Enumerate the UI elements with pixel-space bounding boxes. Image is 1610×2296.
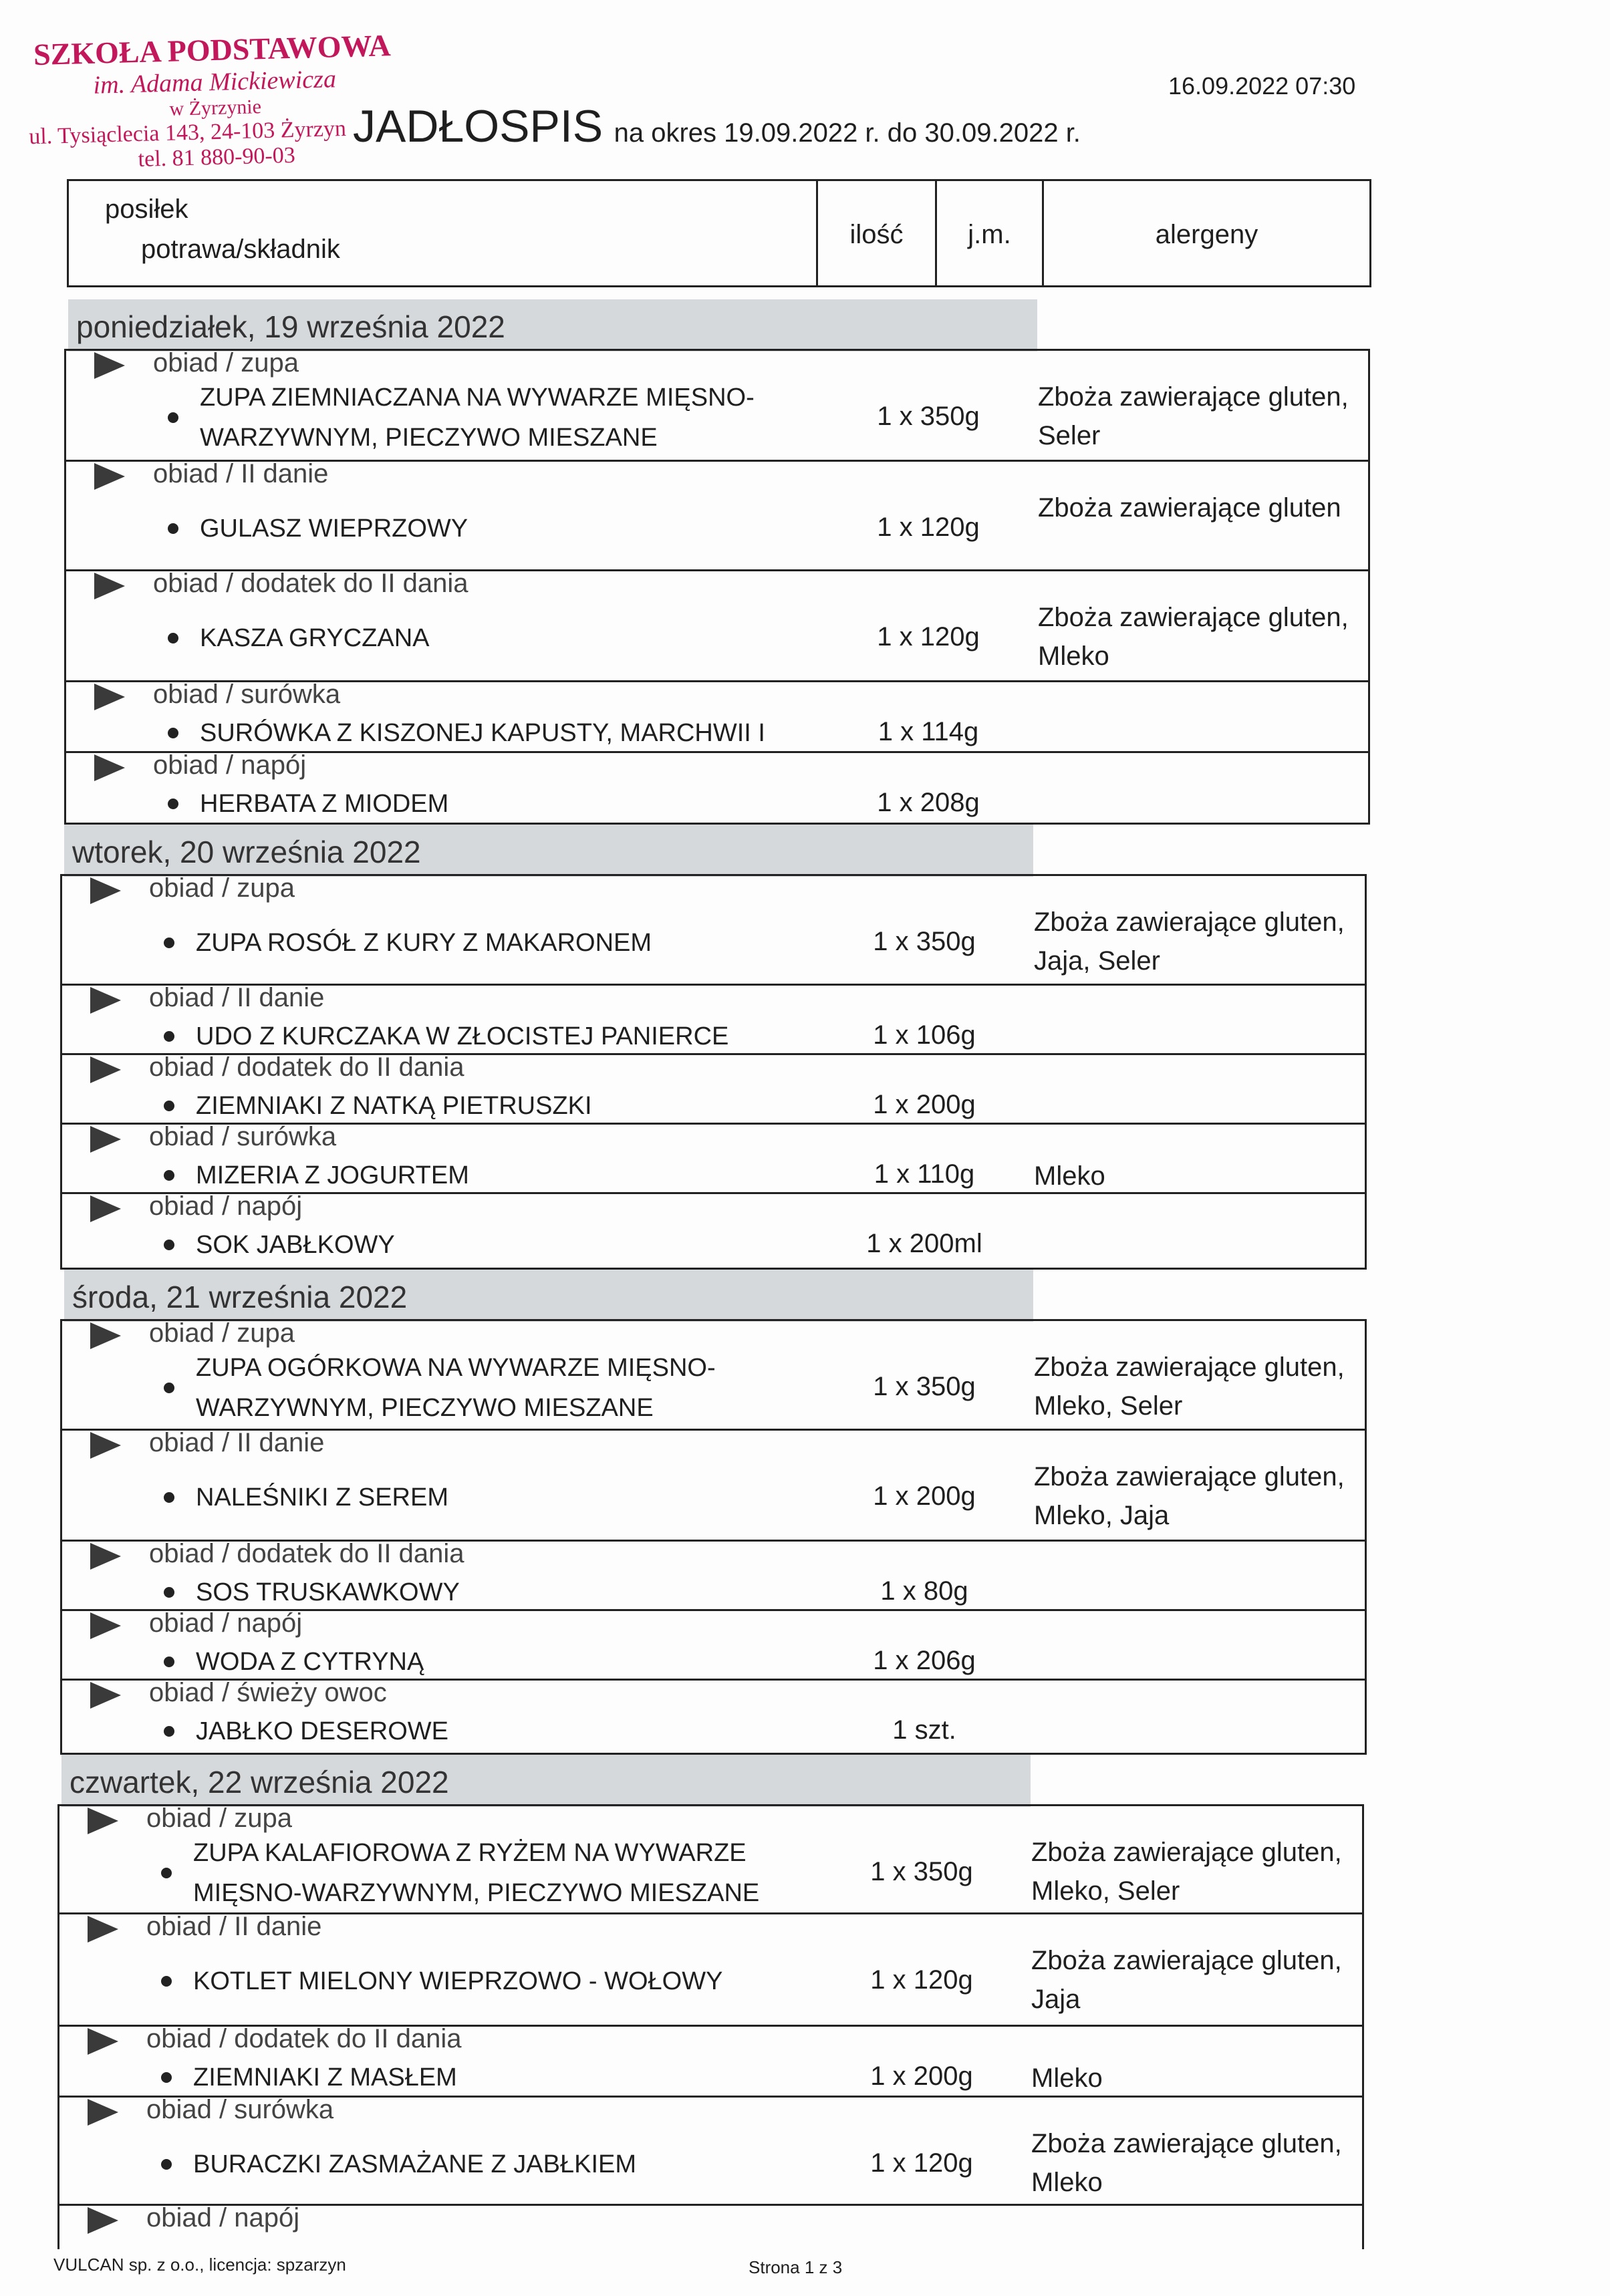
dish-quantity: 1 x 208g (877, 788, 980, 817)
bullet-icon (164, 1587, 174, 1598)
meal-row (66, 571, 1368, 682)
dish-allergens: Zboża zawierające gluten, Seler (1038, 382, 1349, 450)
dish-name: ZUPA ROSÓŁ Z KURY Z MAKARONEM (196, 929, 652, 957)
dish-allergens: Zboża zawierające gluten, Jaja (1031, 1946, 1342, 2014)
bullet-icon (164, 1383, 174, 1393)
day-meals-table (57, 1804, 1364, 2249)
triangle-marker-icon (94, 463, 125, 490)
meal-category: obiad / napój (146, 2203, 300, 2233)
dish-quantity: 1 x 106g (873, 1020, 976, 1050)
dish-quantity: 1 x 350g (870, 1857, 973, 1886)
meal-category: obiad / surówka (146, 2095, 334, 2124)
triangle-marker-icon (94, 352, 125, 379)
meal-row (62, 873, 1365, 986)
triangle-marker-icon (90, 1543, 121, 1570)
triangle-marker-icon (88, 2028, 118, 2055)
day-meals-table (64, 349, 1370, 825)
header-dish-label: potrawa/składnik (141, 235, 340, 264)
meal-row (62, 1608, 1365, 1681)
dish-quantity: 1 x 80g (880, 1576, 968, 1606)
meal-row (59, 1914, 1362, 2027)
dish-allergens: Mleko (1031, 2063, 1103, 2093)
dish-allergens: Mleko (1034, 1161, 1105, 1191)
triangle-marker-icon (90, 1056, 121, 1083)
meal-category: obiad / świeży owoc (149, 1678, 387, 1707)
dish-name: NALEŚNIKI Z SEREM (196, 1483, 448, 1512)
triangle-marker-icon (88, 2099, 118, 2126)
meal-category: obiad / II danie (146, 1912, 322, 1941)
meal-category: obiad / dodatek do II dania (149, 1539, 464, 1568)
footer-page-number: Strona 1 z 3 (749, 2257, 843, 2277)
bullet-icon (164, 1101, 174, 1111)
dish-name: HERBATA Z MIODEM (200, 790, 449, 818)
dish-name: SOK JABŁKOWY (196, 1231, 395, 1259)
triangle-marker-icon (90, 1322, 121, 1349)
meal-row (62, 1539, 1365, 1611)
dish-name: ZUPA OGÓRKOWA NA WYWARZE MIĘSNO-WARZYWNYM, PIECZYWO MIESZANE (196, 1354, 716, 1422)
triangle-marker-icon (94, 754, 125, 781)
dish-name: KOTLET MIELONY WIEPRZOWO - WOŁOWY (193, 1967, 723, 1995)
meal-row (62, 1191, 1365, 1268)
dish-name: JABŁKO DESEROWE (196, 1717, 448, 1745)
day-meals-table (60, 874, 1367, 1270)
bullet-icon (164, 1031, 174, 1042)
meal-category: obiad / dodatek do II dania (146, 2024, 462, 2053)
bullet-icon (161, 1976, 172, 1987)
dish-name: WODA Z CYTRYNĄ (196, 1648, 424, 1676)
triangle-marker-icon (90, 1682, 121, 1709)
dish-quantity: 1 x 120g (870, 2148, 973, 2178)
triangle-marker-icon (90, 1195, 121, 1222)
triangle-marker-icon (90, 877, 121, 904)
bullet-icon (168, 799, 178, 809)
dish-name: BURACZKI ZASMAŻANE Z JABŁKIEM (193, 2150, 636, 2178)
dish-quantity: 1 x 350g (873, 927, 976, 956)
dish-allergens: Zboża zawierające gluten, Mleko, Jaja (1034, 1462, 1345, 1530)
triangle-marker-icon (94, 684, 125, 710)
meal-category: obiad / II danie (153, 459, 329, 488)
stamp-line-5: tel. 81 880-90-03 (138, 142, 296, 172)
stamp-line-2: im. Adama Mickiewicza (93, 65, 337, 100)
meal-row (66, 682, 1368, 753)
footer-license: VULCAN sp. z o.o., licencja: spzarzyn (53, 2255, 346, 2275)
dish-allergens: Zboża zawierające gluten, Mleko (1038, 603, 1349, 671)
meal-category: obiad / napój (149, 1191, 303, 1221)
dish-quantity: 1 x 350g (873, 1372, 976, 1401)
day-header: wtorek, 20 września 2022 (64, 825, 1033, 877)
bullet-icon (164, 1657, 174, 1667)
triangle-marker-icon (88, 1916, 118, 1943)
dish-allergens: Zboża zawierające gluten (1038, 493, 1341, 523)
bullet-icon (164, 1492, 174, 1503)
triangle-marker-icon (88, 1808, 118, 1834)
dish-quantity: 1 x 114g (878, 717, 979, 746)
triangle-marker-icon (90, 987, 121, 1014)
meal-category: obiad / II danie (149, 1428, 325, 1457)
meal-row (62, 1428, 1365, 1542)
meal-category: obiad / zupa (149, 1318, 295, 1348)
meal-row (62, 1318, 1365, 1431)
meal-row (66, 459, 1368, 571)
bullet-icon (164, 1726, 174, 1737)
day-header: czwartek, 22 września 2022 (61, 1755, 1031, 1807)
dish-quantity: 1 szt. (892, 1715, 956, 1745)
meal-category: obiad / zupa (146, 1804, 292, 1833)
dish-name: GULASZ WIEPRZOWY (200, 515, 468, 543)
stamp-line-1: SZKOŁA PODSTAWOWA (33, 28, 392, 72)
meal-row (66, 750, 1368, 823)
day-meals-table (60, 1319, 1367, 1755)
dish-allergens: Zboża zawierające gluten, Mleko, Seler (1031, 1838, 1342, 1906)
dish-quantity: 1 x 120g (870, 1965, 973, 1995)
triangle-marker-icon (90, 1126, 121, 1153)
dish-quantity: 1 x 120g (877, 622, 980, 652)
bullet-icon (164, 1170, 174, 1181)
meal-category: obiad / napój (149, 1608, 303, 1638)
meal-category: obiad / II danie (149, 983, 325, 1012)
dish-allergens: Zboża zawierające gluten, Jaja, Seler (1034, 907, 1345, 976)
triangle-marker-icon (94, 573, 125, 599)
meal-row (62, 983, 1365, 1055)
meal-category: obiad / napój (153, 750, 307, 780)
dish-name: ZIEMNIAKI Z NATKĄ PIETRUSZKI (196, 1092, 592, 1120)
period-text: na okres 19.09.2022 r. do 30.09.2022 r. (614, 118, 1081, 148)
print-timestamp: 16.09.2022 07:30 (1168, 72, 1356, 100)
dish-name: MIZERIA Z JOGURTEM (196, 1161, 469, 1189)
dish-quantity: 1 x 110g (874, 1159, 975, 1189)
triangle-marker-icon (88, 2207, 118, 2234)
bullet-icon (164, 938, 174, 948)
meal-row (66, 348, 1368, 462)
dish-allergens: Zboża zawierające gluten, Mleko, Seler (1034, 1352, 1345, 1421)
meal-category: obiad / zupa (153, 348, 299, 378)
meal-row (62, 1052, 1365, 1125)
meal-row (59, 2203, 1362, 2247)
dish-quantity: 1 x 200g (873, 1481, 976, 1511)
bullet-icon (164, 1240, 174, 1250)
day-header: środa, 21 września 2022 (64, 1270, 1033, 1322)
triangle-marker-icon (90, 1612, 121, 1639)
bullet-icon (161, 1868, 172, 1878)
bullet-icon (161, 2072, 172, 2083)
bullet-icon (168, 728, 178, 738)
dish-name: ZUPA ZIEMNIACZANA NA WYWARZE MIĘSNO-WARZYWNYM, PIECZYWO MIESZANE (200, 384, 755, 452)
dish-name: SOS TRUSKAWKOWY (196, 1578, 460, 1606)
meal-row (62, 1678, 1365, 1753)
meal-row (59, 2095, 1362, 2206)
bullet-icon (161, 2159, 172, 2170)
dish-name: ZUPA KALAFIOROWA Z RYŻEM NA WYWARZE MIĘSNO-WARZYWNYM, PIECZYWO MIESZANE (193, 1839, 760, 1907)
meal-category: obiad / surówka (153, 680, 341, 709)
dish-name: ZIEMNIAKI Z MASŁEM (193, 2063, 457, 2092)
meal-category: obiad / dodatek do II dania (149, 1052, 464, 1082)
title-text: JADŁOSPIS (353, 101, 603, 152)
day-header: poniedziałek, 19 września 2022 (68, 299, 1037, 351)
triangle-marker-icon (90, 1432, 121, 1459)
dish-quantity: 1 x 200g (870, 2061, 973, 2091)
dish-quantity: 1 x 200ml (866, 1229, 982, 1258)
meal-row (62, 1122, 1365, 1194)
dish-name: UDO Z KURCZAKA W ZŁOCISTEJ PANIERCE (196, 1022, 729, 1050)
dish-quantity: 1 x 350g (877, 402, 980, 431)
dish-name: KASZA GRYCZANA (200, 624, 430, 652)
header-qty-label: ilość (818, 181, 937, 285)
dish-quantity: 1 x 200g (873, 1090, 976, 1119)
meal-category: obiad / dodatek do II dania (153, 569, 468, 598)
stamp-line-3: w Żyrzynie (169, 96, 262, 120)
meal-category: obiad / surówka (149, 1122, 337, 1151)
dish-name: SURÓWKA Z KISZONEJ KAPUSTY, MARCHWII I (200, 719, 765, 747)
stamp-line-4: ul. Tysiąclecia 143, 24-103 Żyrzyn (28, 116, 347, 150)
header-unit-label: j.m. (937, 181, 1044, 285)
bullet-icon (168, 412, 178, 423)
header-meal-label: posiłek (105, 194, 188, 224)
bullet-icon (168, 523, 178, 534)
meal-row (59, 2024, 1362, 2098)
meal-row (59, 1806, 1362, 1914)
header-allergens-label: alergeny (1155, 220, 1258, 249)
bullet-icon (168, 633, 178, 643)
meal-category: obiad / zupa (149, 873, 295, 903)
dish-allergens: Zboża zawierające gluten, Mleko (1031, 2129, 1342, 2197)
dish-quantity: 1 x 120g (877, 513, 980, 542)
dish-quantity: 1 x 206g (873, 1646, 976, 1675)
